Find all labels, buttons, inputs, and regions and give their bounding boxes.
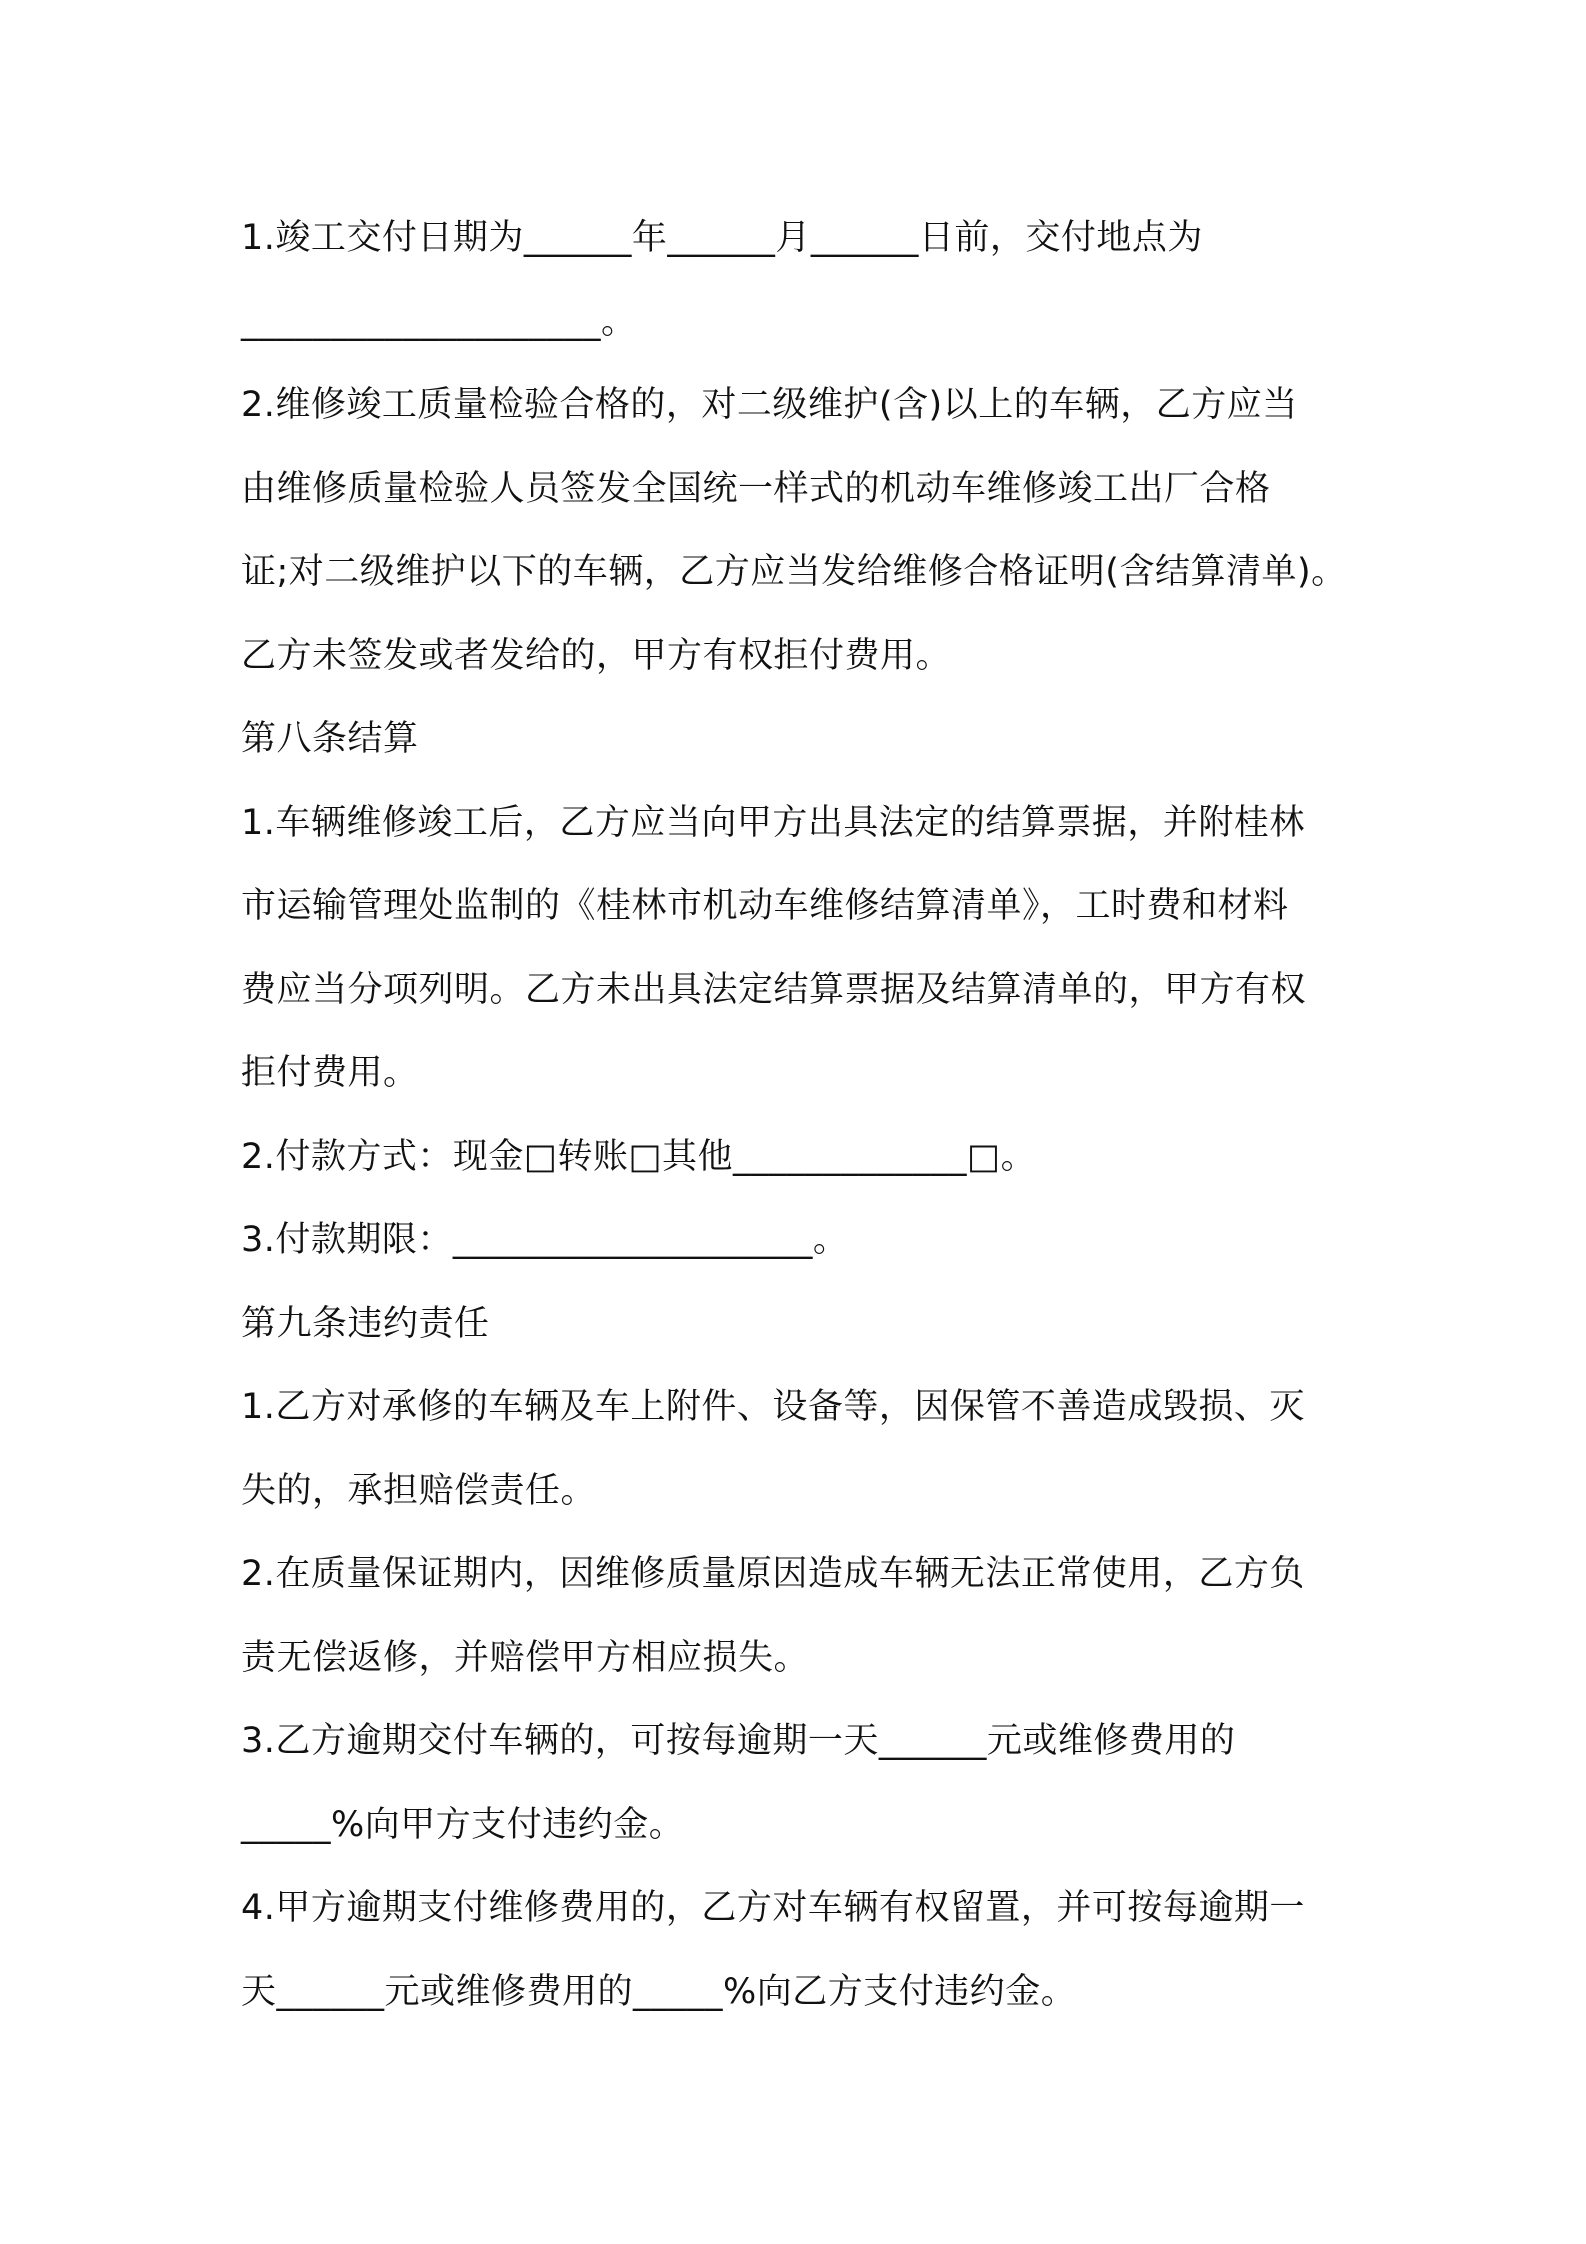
article-9-heading: 第九条违约责任 bbox=[241, 1303, 490, 1344]
clause-9-3-line-1: 3.乙方逾期交付车辆的，可按每逾期一天______元或维修费用的 bbox=[241, 1721, 1236, 1761]
clause-7-2-line-1: 2.维修竣工质量检验合格的，对二级维护(含)以上的车辆，乙方应当 bbox=[241, 385, 1298, 425]
clause-9-1-line-1: 1.乙方对承修的车辆及车上附件、设备等，因保管不善造成毁损、灭 bbox=[241, 1387, 1305, 1427]
clause-9-4-line-2: 天______元或维修费用的_____%向乙方支付违约金。 bbox=[241, 1971, 1077, 2012]
clause-7-2-line-2: 由维修质量检验人员签发全国统一样式的机动车维修竣工出厂合格 bbox=[241, 468, 1271, 509]
clause-8-1-line-1: 1.车辆维修竣工后，乙方应当向甲方出具法定的结算票据，并附桂林 bbox=[241, 802, 1305, 843]
clause-9-3-line-2: _____%向甲方支付违约金。 bbox=[241, 1804, 685, 1845]
clause-7-2-line-3: 证;对二级维护以下的车辆，乙方应当发给维修合格证明(含结算清单)。 bbox=[241, 552, 1347, 592]
clause-9-2-line-1: 2.在质量保证期内，因维修质量原因造成车辆无法正常使用，乙方负 bbox=[241, 1554, 1305, 1594]
document-body bbox=[241, 197, 1361, 2034]
article-8-heading: 第八条结算 bbox=[241, 719, 419, 759]
clause-7-2-line-4: 乙方未签发或者发给的，甲方有权拒付费用。 bbox=[241, 635, 952, 676]
clause-8-2-payment-method: 2.付款方式：现金□转账□其他_____________□。 bbox=[241, 1136, 1037, 1177]
clause-8-1-line-3: 费应当分项列明。乙方未出具法定结算票据及结算清单的，甲方有权 bbox=[241, 969, 1307, 1010]
clause-8-1-line-4: 拒付费用。 bbox=[241, 1053, 419, 1093]
clause-8-1-line-2: 市运输管理处监制的《桂林市机动车维修结算清单》，工时费和材料 bbox=[241, 886, 1289, 926]
clause-7-1-line-1: 1.竣工交付日期为______年______月______日前，交付地点为 bbox=[241, 218, 1203, 258]
clause-9-2-line-2: 责无偿返修，并赔偿甲方相应损失。 bbox=[241, 1637, 810, 1678]
clause-9-1-line-2: 失的，承担赔偿责任。 bbox=[241, 1470, 597, 1511]
clause-8-3-payment-term: 3.付款期限：____________________。 bbox=[241, 1220, 849, 1260]
clause-9-4-line-1: 4.甲方逾期支付维修费用的，乙方对车辆有权留置，并可按每逾期一 bbox=[241, 1888, 1305, 1928]
clause-7-1-line-2: ____________________。 bbox=[241, 301, 637, 342]
